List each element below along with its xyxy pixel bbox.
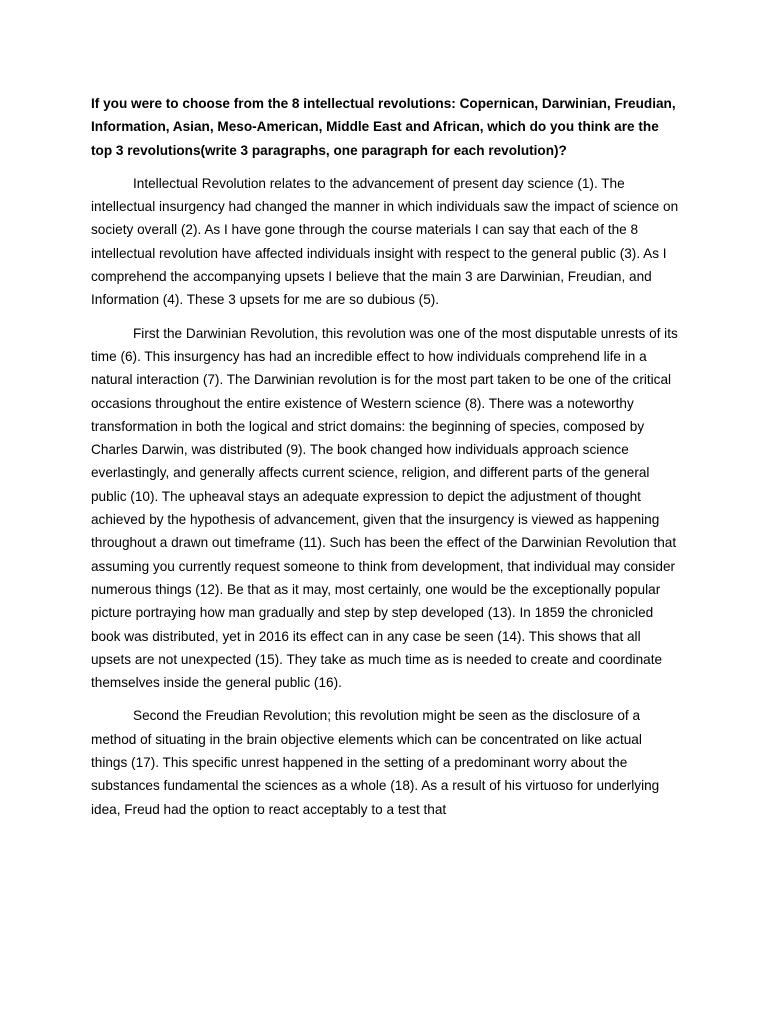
paragraph-darwinian: First the Darwinian Revolution, this revolution was one of the most disputable unrests of its time (6). This insurgency has had an incredible effect to how individuals comprehend life in a natural interaction (7). The Darwinian revolution is for the most part taken to be one of the critical occasions throughout the entire existence of Western science (8). There was a noteworthy transformation in both the logical and strict domains: the beginning of species, composed by Charles Darwin, was distributed (9). The book changed how individuals approach science everlastingly, and generally affects current science, religion, and different parts of the general public (10). The upheaval stays an adequate expression to depict the adjustment of thought achieved by the hypothesis of advancement, given that the insurgency is viewed as happening throughout a drawn out timeframe (11). Such has been the effect of the Darwinian Revolution that assuming you currently request someone to think from development, that individual may consider numerous things (12). Be that as it may, most certainly, one would be the exceptionally popular picture portraying how man gradually and step by step developed (13). In 1859 the chronicled book was distributed, yet in 2016 its effect can in any case be seen (14). This shows that all upsets are not unexpected (15). They take as much time as is needed to create and coordinate themselves inside the general public (16). (91, 325, 678, 691)
paragraph-freudian: Second the Freudian Revolution; this revolution might be seen as the disclosure of a method of situating in the brain objective elements which can be concentrated on like actual things (17). This specific unrest happened in the setting of a predominant worry about the substances fundamental the sciences as a whole (18). As a result of his virtuoso for underlying idea, Freud had the option to react acceptably to a test that (91, 708, 660, 817)
paragraph-intro: Intellectual Revolution relates to the advancement of present day science (1). The intellectual insurgency had changed the manner in which individuals saw the impact of science on society overall (2). As I have gone through the course materials I can say that each of the 8 intellectual revolution have affected individuals insight with respect to the general public (3). As I comprehend the accompanying upsets I believe that the main 3 are Darwinian, Freudian, and Information (4). These 3 upsets for me are so dubious (5). (91, 175, 679, 308)
document-body (91, 92, 681, 831)
question-heading: If you were to choose from the 8 intellectual revolutions: Copernican, Darwinian, Freudian, Information, Asian, Meso-American, Middle East and African, which do you think are the top 3 revolutions(write 3 paragraphs, one paragraph for each revolution)? (91, 96, 676, 158)
